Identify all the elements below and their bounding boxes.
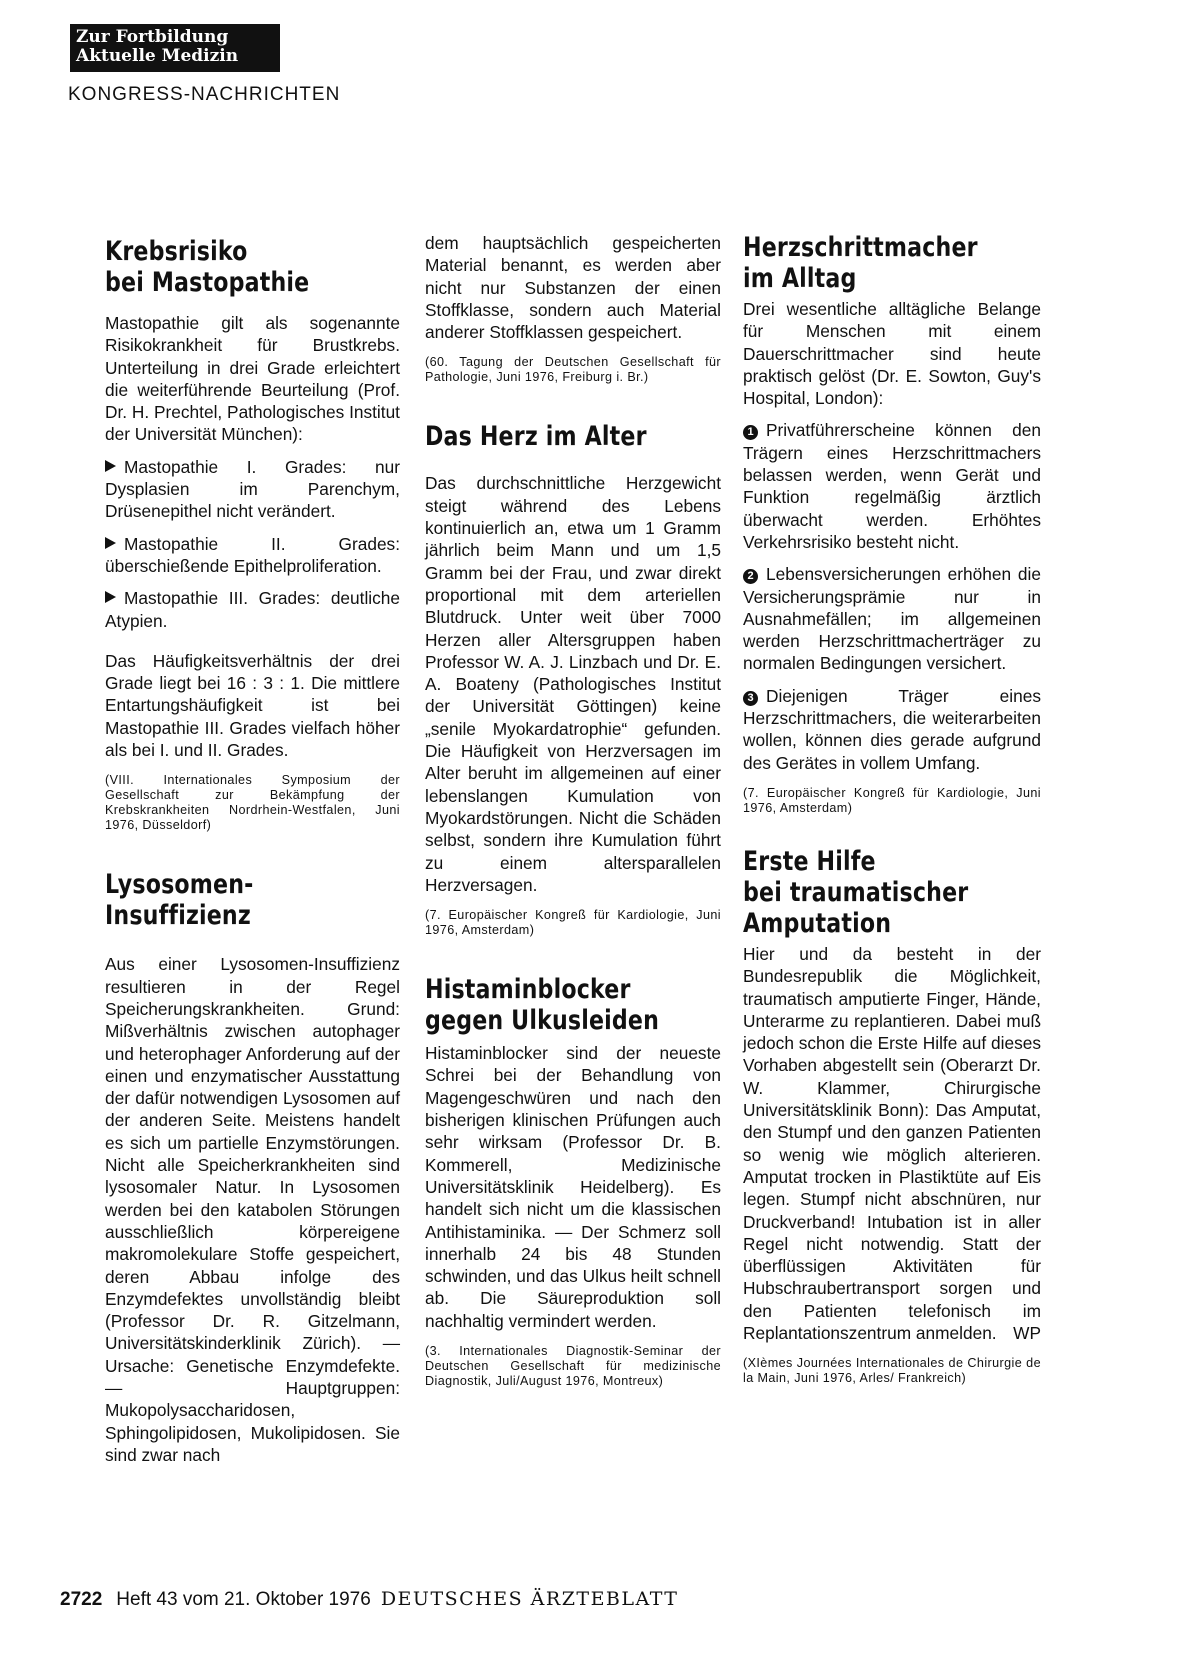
article-schrittmacher bbox=[743, 232, 1041, 816]
paragraph: Das Häufigkeitsverhältnis der drei Grade liegt bei 16 : 3 : 1. Die mittlere Entartungshäufigkeit ist bei Mastopathie III. Grades vielfach höher als bei I. und II. Grades. bbox=[105, 650, 400, 761]
column-1 bbox=[105, 236, 400, 1476]
title-line: im Alltag bbox=[743, 263, 857, 294]
bullet-text: Mastopathie III. Grades: deutliche Atypien. bbox=[105, 588, 400, 631]
bullet-item bbox=[105, 456, 400, 523]
column-2 bbox=[425, 232, 721, 1389]
number-3-icon: 3 bbox=[743, 691, 758, 706]
series-badge bbox=[70, 24, 280, 72]
paragraph: Mastopathie gilt als sogenannte Risikokrankheit für Brustkrebs. Unterteilung in drei Grade erleichtert die weiterführende Beurteilung (Prof. Dr. H. Prechtel, Pathologisches Institut der Universität München): bbox=[105, 313, 400, 445]
article-lysosomen bbox=[105, 869, 400, 1466]
paragraph-continued: dem hauptsächlich gespeicherten Material benannt, es werden aber nicht nur Substanzen der einen Stoffklasse, sondern auch Material anderer Stoffklassen gespeichert. bbox=[425, 233, 721, 343]
bullet-item bbox=[105, 587, 400, 632]
title-line: Histaminblocker bbox=[425, 974, 631, 1006]
paragraph: Histaminblocker sind der neueste Schrei bei der Behandlung von Magengeschwüren und nach den bisherigen klinischen Prüfungen auch sehr wirksam (Professor Dr. B. Kommerell, Medizinische Universitätsklinik Heidelberg). Es handelt sich nicht um die klassischen Antihistaminika. — Der Schmerz soll innerhalb 24 bis 48 Stunden schwinden, und das Ulkus heilt schnell ab. Die Säureproduktion soll nachhaltig vermindert werden. bbox=[425, 1043, 721, 1331]
issue-info: Heft 43 vom 21. Oktober 1976 bbox=[116, 1589, 371, 1610]
article-amputation bbox=[743, 846, 1041, 1386]
article-title bbox=[425, 974, 721, 1036]
paragraph bbox=[743, 943, 1041, 1344]
paragraph: Das durchschnittliche Herzgewicht steigt während des Lebens kontinuierlich an, etwa um 1 Gramm jährlich beim Mann und um 1,5 Gramm bei der Frau, und zwar direkt proportional mit dem arteriellen Blutdruck. Unter weit über 7000 Herzen aller Altersgruppen haben Professor W. A. J. Linzbach und Dr. E. A. Boateny (Pathologisches Institut der Universität Göttingen) keine „senile Myokardatrophie“ gefunden. Die Häufigkeit von Herzversagen im Alter beruht im allgemeinen auf einer lebenslangen Kumulation von Myokardstörungen. Nicht die Schäden selbst, sondern ihre Kumulation führt zu einem altersparallelen Herzversagen. bbox=[425, 473, 721, 895]
triangle-bullet-icon bbox=[105, 591, 116, 603]
title-line: Erste Hilfe bbox=[743, 845, 876, 877]
title-line: Lysosomen- bbox=[105, 869, 254, 901]
bullet-text: Mastopathie II. Grades: überschießende Epithelproliferation. bbox=[105, 533, 400, 576]
section-label: KONGRESS-NACHRICHTEN bbox=[68, 84, 341, 105]
number-2-icon: 2 bbox=[743, 569, 758, 584]
numbered-item bbox=[743, 563, 1041, 674]
source-note: (XIèmes Journées Internationales de Chirurgie de la Main, Juni 1976, Arles/ Frankreich) bbox=[743, 1356, 1041, 1386]
spacer bbox=[425, 938, 721, 974]
author-signature: WP bbox=[1013, 1322, 1041, 1343]
item-text: Lebensversicherungen erhöhen die Versicherungsprämie nur in Ausnahmefällen; im allgemeinen werden Herzschrittmacherträger zu normalen Bedingungen versichert. bbox=[743, 564, 1041, 674]
title-line: Herzschrittmacher bbox=[743, 232, 978, 263]
spacer bbox=[105, 833, 400, 869]
spacer bbox=[743, 816, 1041, 846]
numbered-item bbox=[743, 685, 1041, 774]
badge-line-2: Aktuelle Medizin bbox=[76, 46, 239, 66]
article-title bbox=[743, 232, 1041, 294]
spacer bbox=[425, 385, 721, 421]
triangle-bullet-icon bbox=[105, 537, 116, 549]
article-histamin bbox=[425, 974, 721, 1389]
title-line: bei traumatischer bbox=[743, 876, 969, 908]
badge-line-1: Zur Fortbildung bbox=[76, 27, 229, 47]
source-note: (60. Tagung der Deutschen Gesellschaft für Pathologie, Juni 1976, Freiburg i. Br.) bbox=[425, 355, 721, 385]
title-line: gegen Ulkusleiden bbox=[425, 1005, 660, 1037]
page-footer bbox=[60, 1588, 678, 1611]
article-title bbox=[743, 846, 1041, 939]
item-text: Privatführerscheine können den Trägern eines Herzschrittmachers belassen werden, wenn Gerät und Funktion regelmäßig ärztlich überwacht werden. Erhöhtes Verkehrsrisiko besteht nicht. bbox=[743, 420, 1041, 552]
source-note: (VIII. Internationales Symposium der Gesellschaft zur Bekämpfung der Krebskrankheiten Nordrhein-Westfalen, Juni 1976, Düsseldorf) bbox=[105, 773, 400, 833]
article-title bbox=[105, 236, 400, 298]
source-note: (7. Europäischer Kongreß für Kardiologie, Juni 1976, Amsterdam) bbox=[425, 908, 721, 938]
title-line: bei Mastopathie bbox=[105, 267, 310, 298]
page-number: 2722 bbox=[60, 1589, 103, 1610]
title-line: Krebsrisiko bbox=[105, 236, 248, 267]
article-title: Das Herz im Alter bbox=[425, 421, 647, 453]
paragraph-text: Hier und da besteht in der Bundesrepublik die Möglichkeit, traumatisch amputierte Finger, Hände, Unterarme zu replantieren. Dabei muß jedoch schon die Erste Hilfe auf dieses Vorhaben abgestellt sein (Oberarzt Dr. W. Klammer, Chirurgische Universitätsklinik Bonn): Das Amputat, den Stumpf und den ganzen Patienten so wenig wie möglich alterieren. Amputat trocken in Plastiktüte auf Eis legen. Stumpf nicht abschnüren, nur Druckverband! Intubation ist in aller Regel nicht notwendig. Statt der überflüssigen Aktivitäten für Hubschraubertransport sorgen und den Patienten telefonisch im Replantationszentrum anmelden. bbox=[743, 943, 1041, 1343]
source-note: (7. Europäischer Kongreß für Kardiologie, Juni 1976, Amsterdam) bbox=[743, 785, 1041, 815]
article-herz bbox=[425, 421, 721, 938]
title-line: Amputation bbox=[743, 907, 892, 939]
bullet-item bbox=[105, 533, 400, 578]
article-krebsrisiko bbox=[105, 236, 400, 833]
article-title bbox=[105, 869, 400, 931]
title-line: Insuffizienz bbox=[105, 900, 251, 932]
column-3 bbox=[743, 232, 1041, 1386]
paragraph: Aus einer Lysosomen-Insuffizienz resultieren in der Regel Speicherungskrankheiten. Grund: Mißverhältnis zwischen autophager und heterophager Anforderung auf der einen und enzymatischer Ausstattung der dafür notwendigen Lysosomen auf der anderen Seite. Meistens handelt es sich um partielle Enzymstörungen. Nicht alle Speicherkrankheiten sind lysosomaler Natur. In Lysosomen werden bei den katabolen Störungen ausschließlich körpereigene makromolekulare Stoffe gespeichert, deren Abbau infolge des Enzymdefektes unvollständig bleibt (Professor Dr. R. Gitzelmann, Universitätskinderklinik Zürich). — Ursache: Genetische Enzymdefekte. — Hauptgruppen: Mukopolysaccharidosen, Sphingolipidosen, Mukolipidosen. Sie sind zwar nach bbox=[105, 954, 400, 1465]
source-note: (3. Internationales Diagnostik-Seminar der Deutschen Gesellschaft für medizinische Diagnostik, Juli/August 1976, Montreux) bbox=[425, 1343, 721, 1388]
triangle-bullet-icon bbox=[105, 460, 116, 472]
item-text: Diejenigen Träger eines Herzschrittmachers, die weiterarbeiten wollen, können dies gerade aufgrund des Gerätes in vollem Umfang. bbox=[743, 685, 1041, 773]
bullet-text: Mastopathie I. Grades: nur Dysplasien im Parenchym, Drüsenepithel nicht verändert. bbox=[105, 456, 400, 522]
numbered-item bbox=[743, 419, 1041, 553]
journal-name: DEUTSCHES ÄRZTEBLATT bbox=[380, 1588, 679, 1610]
paragraph: Drei wesentliche alltägliche Belange für Menschen mit einem Dauerschrittmacher sind heute praktisch gelöst (Dr. E. Sowton, Guy's Hospital, London): bbox=[743, 299, 1041, 409]
number-1-icon: 1 bbox=[743, 425, 758, 440]
